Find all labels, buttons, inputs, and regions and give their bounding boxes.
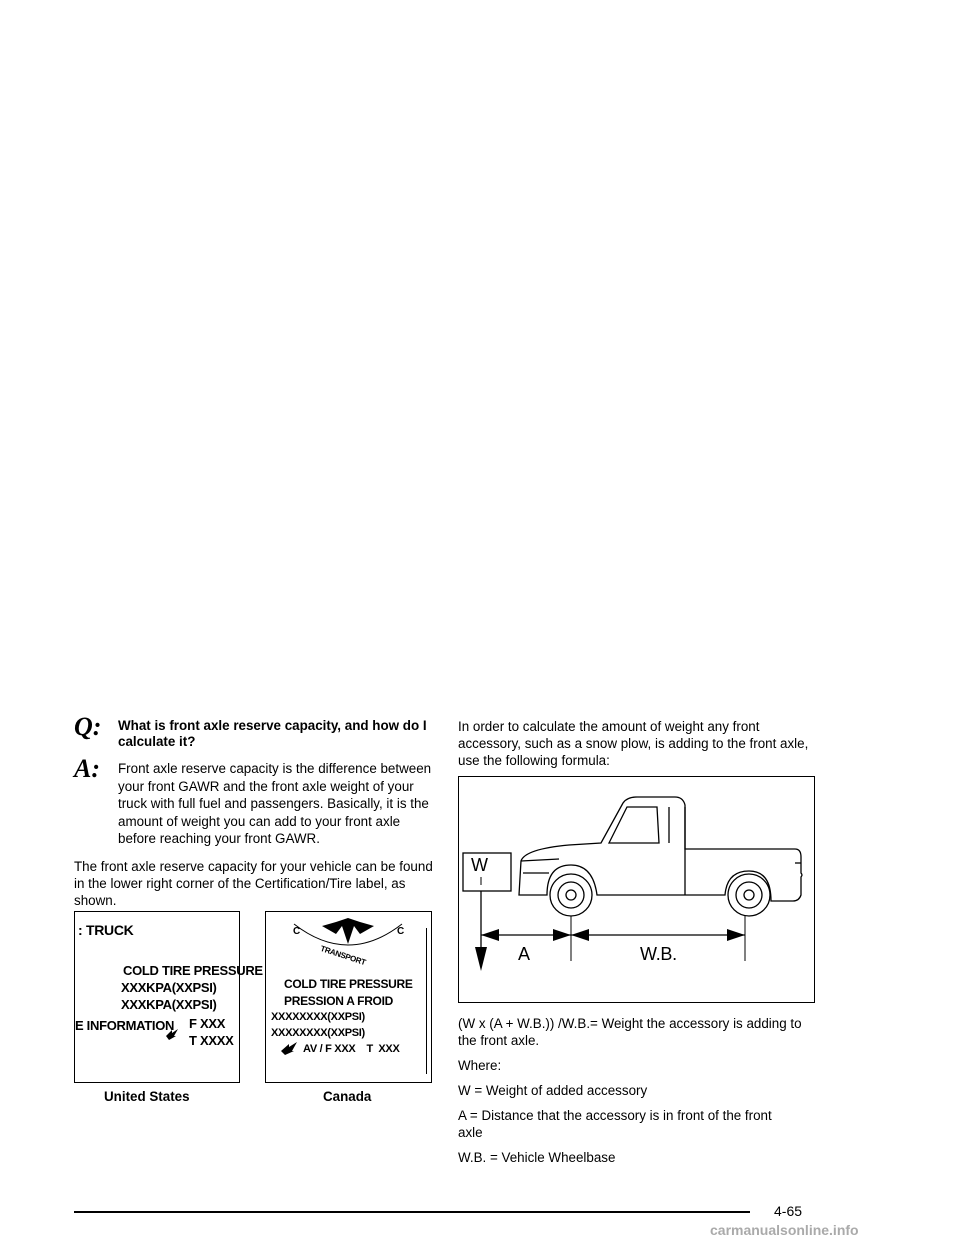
arrow-icon [165,1027,179,1041]
formula-intro-paragraph: In order to calculate the amount of weight any front accessory, such as a snow plow, is adding to the front axle, use the following formula: [458,719,809,768]
us-label-line6: F XXX [189,1016,226,1031]
formula-section [458,1015,820,1174]
formula-text: (W x (A + W.B.)) /W.B.= Weight the accessory is adding to the front axle. [458,1016,802,1048]
us-label-line5: E INFORMATION [75,1018,175,1033]
right-arrow-icon [553,929,571,941]
canada-label-vertical-rule [426,928,427,1074]
arrow-icon [280,1040,298,1056]
definition-w: W = Weight of added accessory [458,1083,648,1098]
canada-label-line3: XXXXXXXX(XXPSI) [271,1011,365,1023]
answer-block [74,754,436,848]
us-label-line4: XXXKPA(XXPSI) [121,997,217,1012]
left-arrow-icon [571,929,589,941]
truck-illustration [459,777,814,1002]
watermark: carmanualsonline.info [710,1222,859,1238]
answer-text: Front axle reserve capacity is the difference between your front GAWR and the front axle weight of your truck with full fuel and passengers. Basically, it is the amount of weight you can add to your front axle before reaching your front GAWR. [118,761,432,846]
question-text: What is front axle reserve capacity, and how do I calculate it? [118,718,427,749]
page-number: 4-65 [774,1203,803,1219]
canada-label-line2: PRESSION A FROID [284,994,393,1008]
a-mark: A: [74,754,100,783]
diagram-wb-label: W.B. [640,944,677,964]
canada-label-line1: COLD TIRE PRESSURE [284,977,413,991]
right-column [458,718,820,769]
down-arrow-icon [475,947,487,971]
canada-label-line4: XXXXXXXX(XXPSI) [271,1027,365,1039]
truck-diagram [458,776,815,1003]
footer-rule [74,1211,750,1213]
us-label-line1: : TRUCK [78,922,134,938]
canada-seal-c-left: C [293,926,300,937]
q-mark: Q: [74,712,102,741]
right-arrow-icon [727,929,745,941]
us-label-line7: T XXXX [189,1033,234,1048]
us-label-image [74,911,263,1083]
canada-seal-text: TRANSPORT [319,944,367,968]
label-intro-paragraph: The front axle reserve capacity for your vehicle can be found in the lower right corner of the Certification/Tire label, as shown. [74,858,433,908]
canada-seal-c-right: C [397,926,404,937]
canada-label-line5: AV / F XXX T XXX [303,1043,400,1055]
us-label-line3: XXXKPA(XXPSI) [121,980,217,995]
definition-wb: W.B. = Vehicle Wheelbase [458,1150,616,1165]
diagram-a-label: A [518,944,530,964]
question-block [74,712,436,750]
canada-label-caption: Canada [323,1089,372,1104]
canada-label-image [265,911,432,1083]
us-label-line2: COLD TIRE PRESSURE [123,963,263,978]
definition-a: A = Distance that the accessory is in front of the front axle [458,1108,772,1140]
left-column [74,712,436,917]
pickup-truck-icon [519,797,802,916]
diagram-w-label: W [471,855,488,875]
left-arrow-icon [481,929,499,941]
where-text: Where: [458,1058,502,1073]
us-label-caption: United States [104,1089,190,1104]
